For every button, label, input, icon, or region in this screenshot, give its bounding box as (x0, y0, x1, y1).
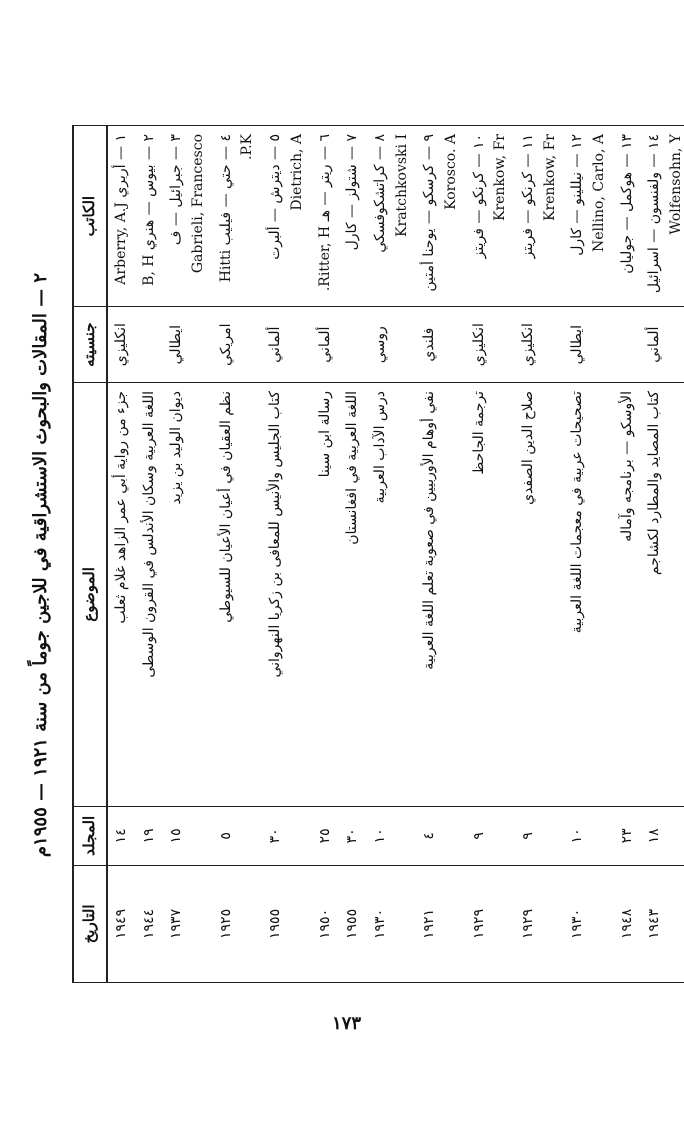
nationality-cell: ألماني (262, 307, 311, 383)
header-nationality: جنسيته (73, 307, 107, 383)
table-row (614, 126, 642, 983)
topic-cell: اللغة العربية وسكان الأندلس في القرون الوسطى (136, 382, 164, 806)
nationality-cell: ألماني (312, 307, 340, 383)
table-row (312, 126, 340, 983)
date-cell: ١٩٢١ (416, 865, 465, 982)
author-cell: ٤ — حتي — فيليب Hitti P.K. (213, 126, 262, 307)
author-cell: ١١ — كرنكو — فريتز Krenkow, Fr (515, 126, 564, 307)
rotated-page-content (12, 125, 684, 995)
volume-cell: ١٩ (136, 806, 164, 865)
author-cell: ١٣ — هوكمل — جوليان (614, 126, 642, 307)
table-row (339, 126, 367, 983)
table-row (107, 126, 136, 983)
volume-cell: ١٠ (564, 806, 613, 865)
date-cell: ١٩٣٧ (163, 865, 212, 982)
nationality-cell: انكليزي (107, 307, 136, 383)
table-row (136, 126, 164, 983)
page-title: ٢ — المقالات والبحوث الاستشراقية في للاجين جوماً من سنة ١٩٢١ — ١٩٥٥م (30, 272, 51, 858)
volume-cell: ٣٠ (339, 806, 367, 865)
topic-cell: كتاب الجليس والأنيس للمعافى بن زكريا النهرواني (262, 382, 311, 806)
volume-cell: ٢٣ (614, 806, 642, 865)
author-cell: ٧ — شتولز — كارل (339, 126, 367, 307)
nationality-cell (339, 307, 367, 383)
nationality-cell: ألماني (641, 307, 684, 383)
topic-cell: صلاح الدين الصفدي (515, 382, 564, 806)
date-cell: ١٩٥٠ (312, 865, 340, 982)
date-cell: ١٩٤٤ (136, 865, 164, 982)
volume-cell: ٩ (466, 806, 515, 865)
date-cell: ١٩٢٥ (213, 865, 262, 982)
date-cell: ١٩٥٥ (339, 865, 367, 982)
volume-cell: ١٠ (367, 806, 416, 865)
topic-cell: درس الآداب العربية (367, 382, 416, 806)
author-cell: ١٠ — كرنكو — فريتز Krenkow, Fr (466, 126, 515, 307)
nationality-cell: امريكي (213, 307, 262, 383)
nationality-cell (136, 307, 164, 383)
volume-cell: ٣٠ (262, 806, 311, 865)
author-cell: ٥ — ديترش — ألبرت Dietrich, A (262, 126, 311, 307)
table-row (515, 126, 564, 983)
header-volume: المجلد (73, 806, 107, 865)
volume-cell: ٤ (416, 806, 465, 865)
date-cell: ١٩٤٩ (107, 865, 136, 982)
page-number: ١٧٣ (332, 1013, 362, 1034)
volume-cell: ١٤ (107, 806, 136, 865)
table-row (641, 126, 684, 983)
author-cell: ٦ — ريتر — هـ Ritter, H. (312, 126, 340, 307)
nationality-cell: فلندي (416, 307, 465, 383)
topic-cell: نظم العقيان في أعيان الأعيان للسيوطي (213, 382, 262, 806)
header-author: الكاتب (73, 126, 107, 307)
articles-table (72, 125, 684, 983)
volume-cell: ٩ (515, 806, 564, 865)
author-cell: ٨ — كراتشكوفسكي Kratchkovski I (367, 126, 416, 307)
table-row (466, 126, 515, 983)
table-row (367, 126, 416, 983)
topic-cell: تصحيحات عربية في معجمات اللغة العربية (564, 382, 613, 806)
author-cell: ١ — أربري Arberry, A.J (107, 126, 136, 307)
date-cell: ١٩٤٣ (641, 865, 684, 982)
date-cell: ١٩٣٠ (367, 865, 416, 982)
topic-cell: كتاب المصايد والمطارد لكشاجم (641, 382, 684, 806)
author-cell: ٩ — كرسكو — يوحنا أمتين Korosco. A (416, 126, 465, 307)
nationality-cell: روسي (367, 307, 416, 383)
nationality-cell (614, 307, 642, 383)
header-topic: الموضوع (73, 382, 107, 806)
nationality-cell: ايطالي (163, 307, 212, 383)
topic-cell: ديوان الوليد بن يزيد (163, 382, 212, 806)
volume-cell: ١٥ (163, 806, 212, 865)
topic-cell: ترجمة الجاحظ (466, 382, 515, 806)
author-cell: ٢ — بيوس — هنري B, H (136, 126, 164, 307)
volume-cell: ١٨ (641, 806, 684, 865)
topic-cell: رسالة ابن سينا (312, 382, 340, 806)
volume-cell: ٥ (213, 806, 262, 865)
volume-cell: ٢٥ (312, 806, 340, 865)
topic-cell: نفي أوهام الأوربيين في صعوبة تعلم اللغة العربية (416, 382, 465, 806)
table-row (564, 126, 613, 983)
table-header-row (73, 126, 107, 983)
author-cell: ٣ — جبرائيل — ف Gabrieli, Francesco (163, 126, 212, 307)
nationality-cell: انكليزي (515, 307, 564, 383)
nationality-cell: انكليزي (466, 307, 515, 383)
date-cell: ١٩٢٩ (515, 865, 564, 982)
topic-cell: الأوسكو — برنامجه وآماله (614, 382, 642, 806)
table-row (262, 126, 311, 983)
date-cell: ١٩٢٩ (466, 865, 515, 982)
table-row (416, 126, 465, 983)
table-row (163, 126, 212, 983)
topic-cell: جزء من رواية أبي عمر الزاهد غلام ثعلب (107, 382, 136, 806)
topic-cell: اللغة العربية في افغانستان (339, 382, 367, 806)
table-row (213, 126, 262, 983)
date-cell: ١٩٥٥ (262, 865, 311, 982)
author-cell: ١٢ — نيللينو — كارل Nellino, Carlo, A (564, 126, 613, 307)
author-cell: ١٤ — ولفنسون — اسرائيل Wolfensohn, Y (641, 126, 684, 307)
date-cell: ١٩٣٠ (564, 865, 613, 982)
nationality-cell: ايطالي (564, 307, 613, 383)
date-cell: ١٩٤٨ (614, 865, 642, 982)
header-date: التاريخ (73, 865, 107, 982)
